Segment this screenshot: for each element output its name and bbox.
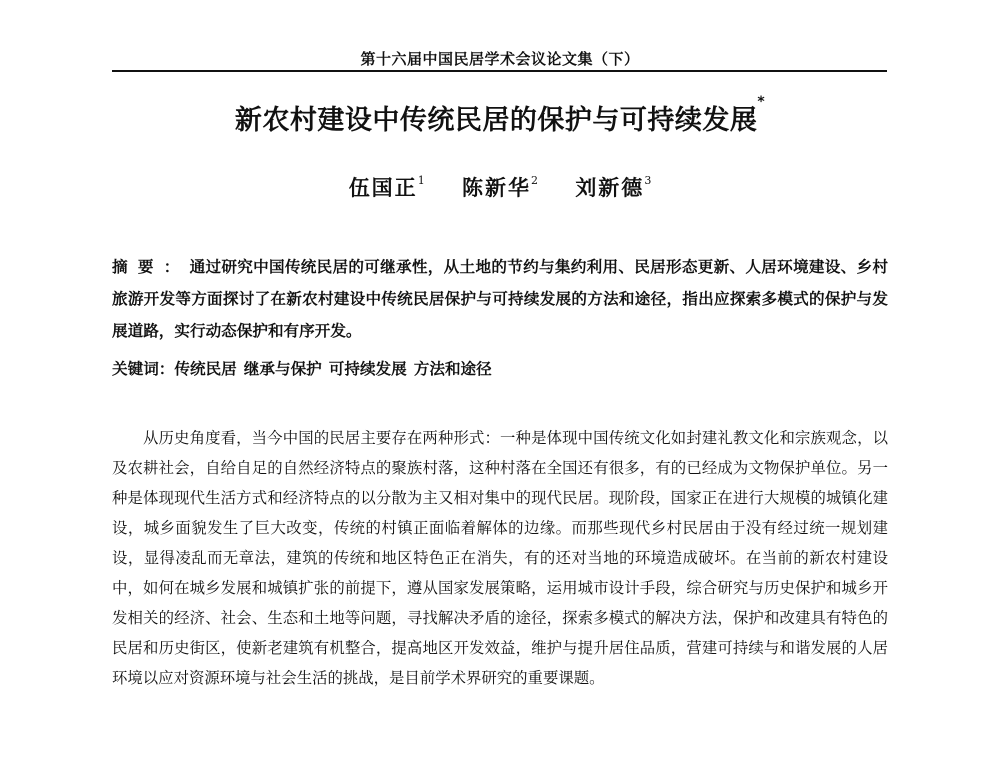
keyword: 方法和途径 [413, 360, 492, 378]
author-affiliation-mark: 2 [531, 174, 538, 187]
running-header: 第十六届中国民居学术会议论文集（下） [360, 50, 640, 68]
author [575, 172, 651, 202]
keyword: 可持续发展 [328, 360, 407, 378]
author-name: 伍国正 [348, 175, 418, 200]
abstract-text: 通过研究中国传统民居的可继承性，从土地的节约与集约利用、民居形态更新、人居环境建设、乡村旅游开发等方面探讨了在新农村建设中传统民居保护与可持续发展的方法和途径，指出应探索多模式的保护与发展道路，实行动态保护和有序开发。 [112, 258, 888, 340]
abstract-label: 摘要： [112, 258, 190, 276]
author-list [0, 172, 1000, 202]
author-name: 陈新华 [462, 175, 531, 200]
paper-title-text: 新农村建设中传统民居的保护与可持续发展 [234, 105, 758, 136]
author [462, 172, 538, 202]
abstract [112, 251, 888, 347]
title-footnote-mark: * [757, 94, 766, 110]
keyword: 继承与保护 [243, 360, 322, 378]
author-affiliation-mark: 1 [417, 174, 425, 187]
header-rule [112, 70, 887, 72]
paper-title [0, 94, 1000, 137]
author-affiliation-mark: 3 [644, 174, 652, 187]
keywords [112, 355, 888, 383]
keyword: 传统民居 [174, 360, 237, 378]
keywords-label: 关键词： [112, 360, 175, 378]
body-paragraph: 从历史角度看，当今中国的民居主要存在两种形式：一种是体现中国传统文化如封建礼教文化和宗族观念，以及农耕社会，自给自足的自然经济特点的聚族村落，这种村落在全国还有很多，有的已经成为文物保护单位。另一种是体现现代生活方式和经济特点的以分散为主又相对集中的现代民居。现阶段，国家正在进行大规模的城镇化建设，城乡面貌发生了巨大改变，传统的村镇正面临着解体的边缘。而那些现代乡村民居由于没有经过统一规划建设，显得凌乱而无章法，建筑的传统和地区特色正在消失，有的还对当地的环境造成破坏。在当前的新农村建设中，如何在城乡发展和城镇扩张的前提下，遵从国家发展策略，运用城市设计手段，综合研究与历史保护和城乡开发相关的经济、社会、生态和土地等问题，寻找解决矛盾的途径，探索多模式的解决方法，保护和改建具有特色的民居和历史街区，使新老建筑有机整合，提高地区开发效益，维护与提升居住品质，营建可持续与和谐发展的人居环境以应对资源环境与社会生活的挑战，是目前学术界研究的重要课题。 [112, 429, 888, 687]
author [349, 172, 425, 202]
author-name: 刘新德 [575, 175, 645, 200]
